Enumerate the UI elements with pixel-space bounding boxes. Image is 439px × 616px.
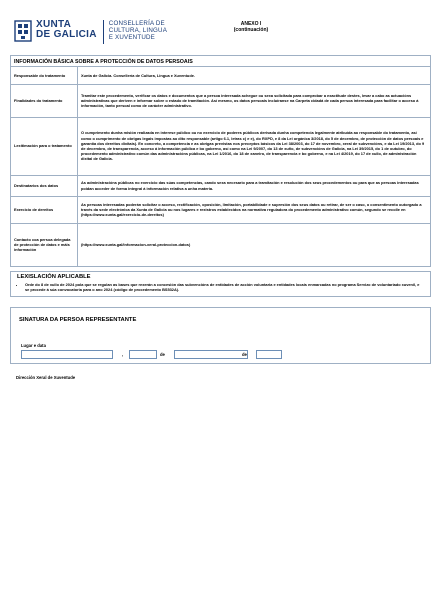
data-protection-table — [11, 67, 430, 266]
signature-section — [10, 307, 431, 364]
logo-line-2: DE GALICIA — [36, 29, 97, 40]
annex-subtitle: (continuación) — [233, 27, 269, 33]
row-value: Xunta de Galicia. Consellería de Cultura, Lingua e Xuventude. — [78, 67, 431, 84]
annex-heading — [231, 21, 271, 33]
month-field[interactable] — [174, 350, 248, 359]
dept-line-3: E XUVENTUDE — [108, 34, 155, 41]
row-label: Destinatarios dos datos — [11, 175, 78, 196]
legislation-list — [17, 282, 424, 292]
table-row — [11, 223, 430, 266]
row-value: (https://www.xunta.gal/informacion-xeral-proteccion-datos) — [81, 242, 191, 248]
logo-line-1: XUNTA — [36, 19, 72, 30]
table-row — [11, 175, 430, 196]
row-label: Finalidades do tratamento — [11, 84, 78, 117]
de-separator-1: de — [160, 352, 165, 357]
xunta-crest-icon — [14, 20, 32, 42]
dept-line-1: CONSELLERÍA DE — [108, 20, 165, 27]
signature-title: SINATURA DA PERSOA REPRESENTANTE — [19, 317, 137, 323]
row-value: O cumprimento dunha misión realizada en interese público ou no exercicio de poderes públicos derivada dunha competencia legalmente atribuída ao responsable do tratamento, así como o cumprimento de obrigas legais impostas ao dito responsable (artigo 6.1, letras c) e e), do RXPD, e 8 da Lei orgánica 3/2018, do 5 de decembro, de protección de datos persoais e garantía dos dereitos dixitais). En concreto, a competencia e as obrigas previstas nos preceptos básicos da Lei 38/2003, do 17 de novembro, xeral de subvencións, e da Lei 19/2013, do 9 de decembro, de transparencia, acceso á información pública e bo goberno, así como na Lei 9/2007, do 13 de xuño, de subvencións de Galicia, na Lei 39/2015, do 1 de outubro, do procedemento administrativo común das administracións públicas, na Lei 1/2016, do 18 de xaneiro, de transparencia e bo goberno, e na Lei 4/2019, do 17 de xullo, de administración dixital de Galicia. — [78, 117, 431, 175]
row-value: As administracións públicas no exercicio das súas competencias, cando sexa necesario para a tramitación e resolución dos seus procedementos ou para que as persoas interesadas poidan acceder de forma integral á información relativa a unha materia. — [78, 175, 431, 196]
place-date-label: Lugar e data — [21, 343, 46, 348]
table-row — [11, 117, 430, 175]
annex-title: ANEXO I — [240, 21, 262, 27]
row-label: Exercicio de dereitos — [11, 196, 78, 223]
data-protection-section — [10, 55, 431, 267]
list-item: • Orde do 8 de xullo de 2024 pola que se regulan as bases que rexerán a concesión das subvencións de entidades de acción voluntaria e entidades locais enmarcadas no programa Servizo de voluntariado xuvenil, e se procede á súa convocatoria para o ano 2024 (código de procedemento BS532A). — [25, 282, 424, 292]
table-row — [11, 196, 430, 223]
row-label: Contacto coa persoa delegada de protección de datos e máis información — [11, 223, 78, 266]
footer-text: Dirección Xeral de Xuventude — [16, 375, 76, 380]
applicable-legislation-section — [10, 271, 431, 297]
row-label: Lexitimación para o tratamento — [11, 117, 78, 175]
page-header — [14, 18, 426, 48]
table-row — [11, 67, 430, 84]
legislation-title: LEXISLACIÓN APLICABLE — [17, 274, 91, 280]
day-field[interactable] — [129, 350, 157, 359]
year-field[interactable] — [256, 350, 282, 359]
data-protection-title: INFORMACIÓN BÁSICA SOBRE A PROTECCIÓN DE DATOS PERSOAIS — [11, 56, 430, 67]
comma-separator: , — [122, 352, 124, 357]
de-separator-2: de — [242, 352, 247, 357]
department-name — [109, 20, 167, 41]
row-label: Responsable do tratamento — [11, 67, 78, 84]
table-row — [11, 84, 430, 117]
row-value: As persoas interesadas poderán solicitar o acceso, rectificación, oposición, limitación, portabilidade e supresión dos seus datos ou retirar, de ser o caso, o consentimento outorgado a través da sede electrónica da Xunta de Galicia ou nos lugares e rexistros establecidos na normativa reguladora do procedemento administrativo común, segundo se recolle en (https://www.xunta.gal/exercicio-de-dereitos) — [78, 196, 431, 223]
xunta-logo — [14, 20, 167, 44]
dept-line-2: CULTURA, LINGUA — [108, 27, 168, 34]
place-field[interactable] — [21, 350, 113, 359]
row-value: Tramitar este procedemento, verificar os datos e documentos que a persoa interesada achegue ou sexa solicitada para comprobar a exactitude destes, levar a cabo as actuacións administrativas que deriven e informar sobre o estado de tramitación. Así mesmo, os datos persoais incluíranse na Carpeta cidadá de cada persoa interesada para facilitar o acceso á información, tanto persoal como de carácter administrativo. — [78, 84, 431, 117]
logo-divider — [103, 20, 104, 44]
